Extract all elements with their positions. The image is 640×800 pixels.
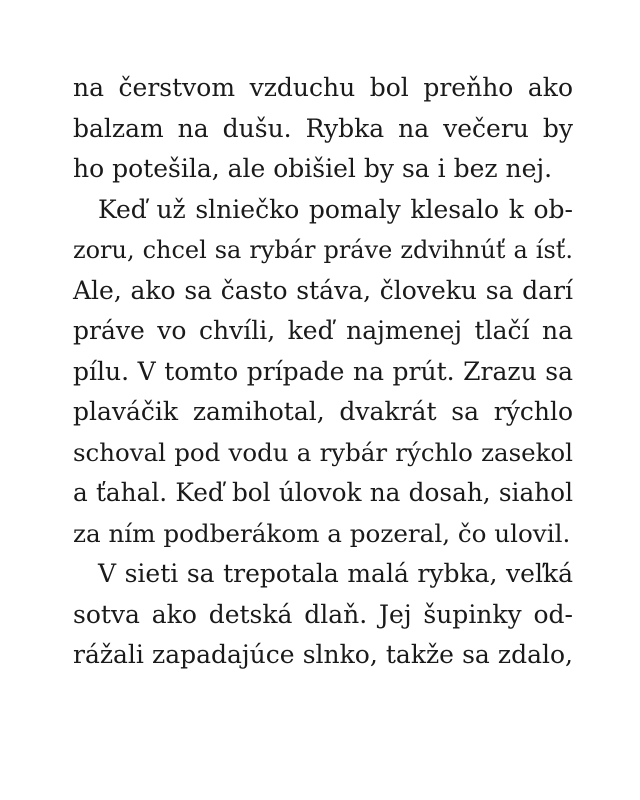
text-line: schoval pod vodu a rybár rýchlo zasekol xyxy=(73,437,573,467)
text-line: rážali zapadajúce slnko, takže sa zdalo, xyxy=(73,640,573,669)
text-line: za ním podberákom a pozeral, čo ulovil. xyxy=(73,518,571,548)
text-line: zoru, chcel sa rybár práve zdvihnúť a ísť. xyxy=(73,236,573,264)
text-line: práve vo chvíli, keď najmenej tlačí na xyxy=(73,316,573,345)
text-line: balzam na dušu. Rybka na večeru by xyxy=(73,113,573,143)
text-line: na čerstvom vzduchu bol preňho ako xyxy=(73,73,573,102)
text-line: sotva ako detská dlaň. Jej šupinky od- xyxy=(73,599,573,629)
text-line: pílu. V tomto prípade na prút. Zrazu sa xyxy=(73,356,573,386)
text-line: Ale, ako sa často stáva, človeku sa darí xyxy=(73,275,573,305)
body-text xyxy=(73,68,573,676)
text-line: ho potešila, ale obišiel by sa i bez nej. xyxy=(73,154,553,183)
text-line: Keď už slniečko pomaly klesalo k ob- xyxy=(98,194,573,224)
text-line: plaváčik zamihotal, dvakrát sa rýchlo xyxy=(73,397,573,426)
text-line: V sieti sa trepotala malá rybka, veľká xyxy=(98,559,573,588)
text-line: a ťahal. Keď bol úlovok na dosah, siahol xyxy=(73,478,573,507)
